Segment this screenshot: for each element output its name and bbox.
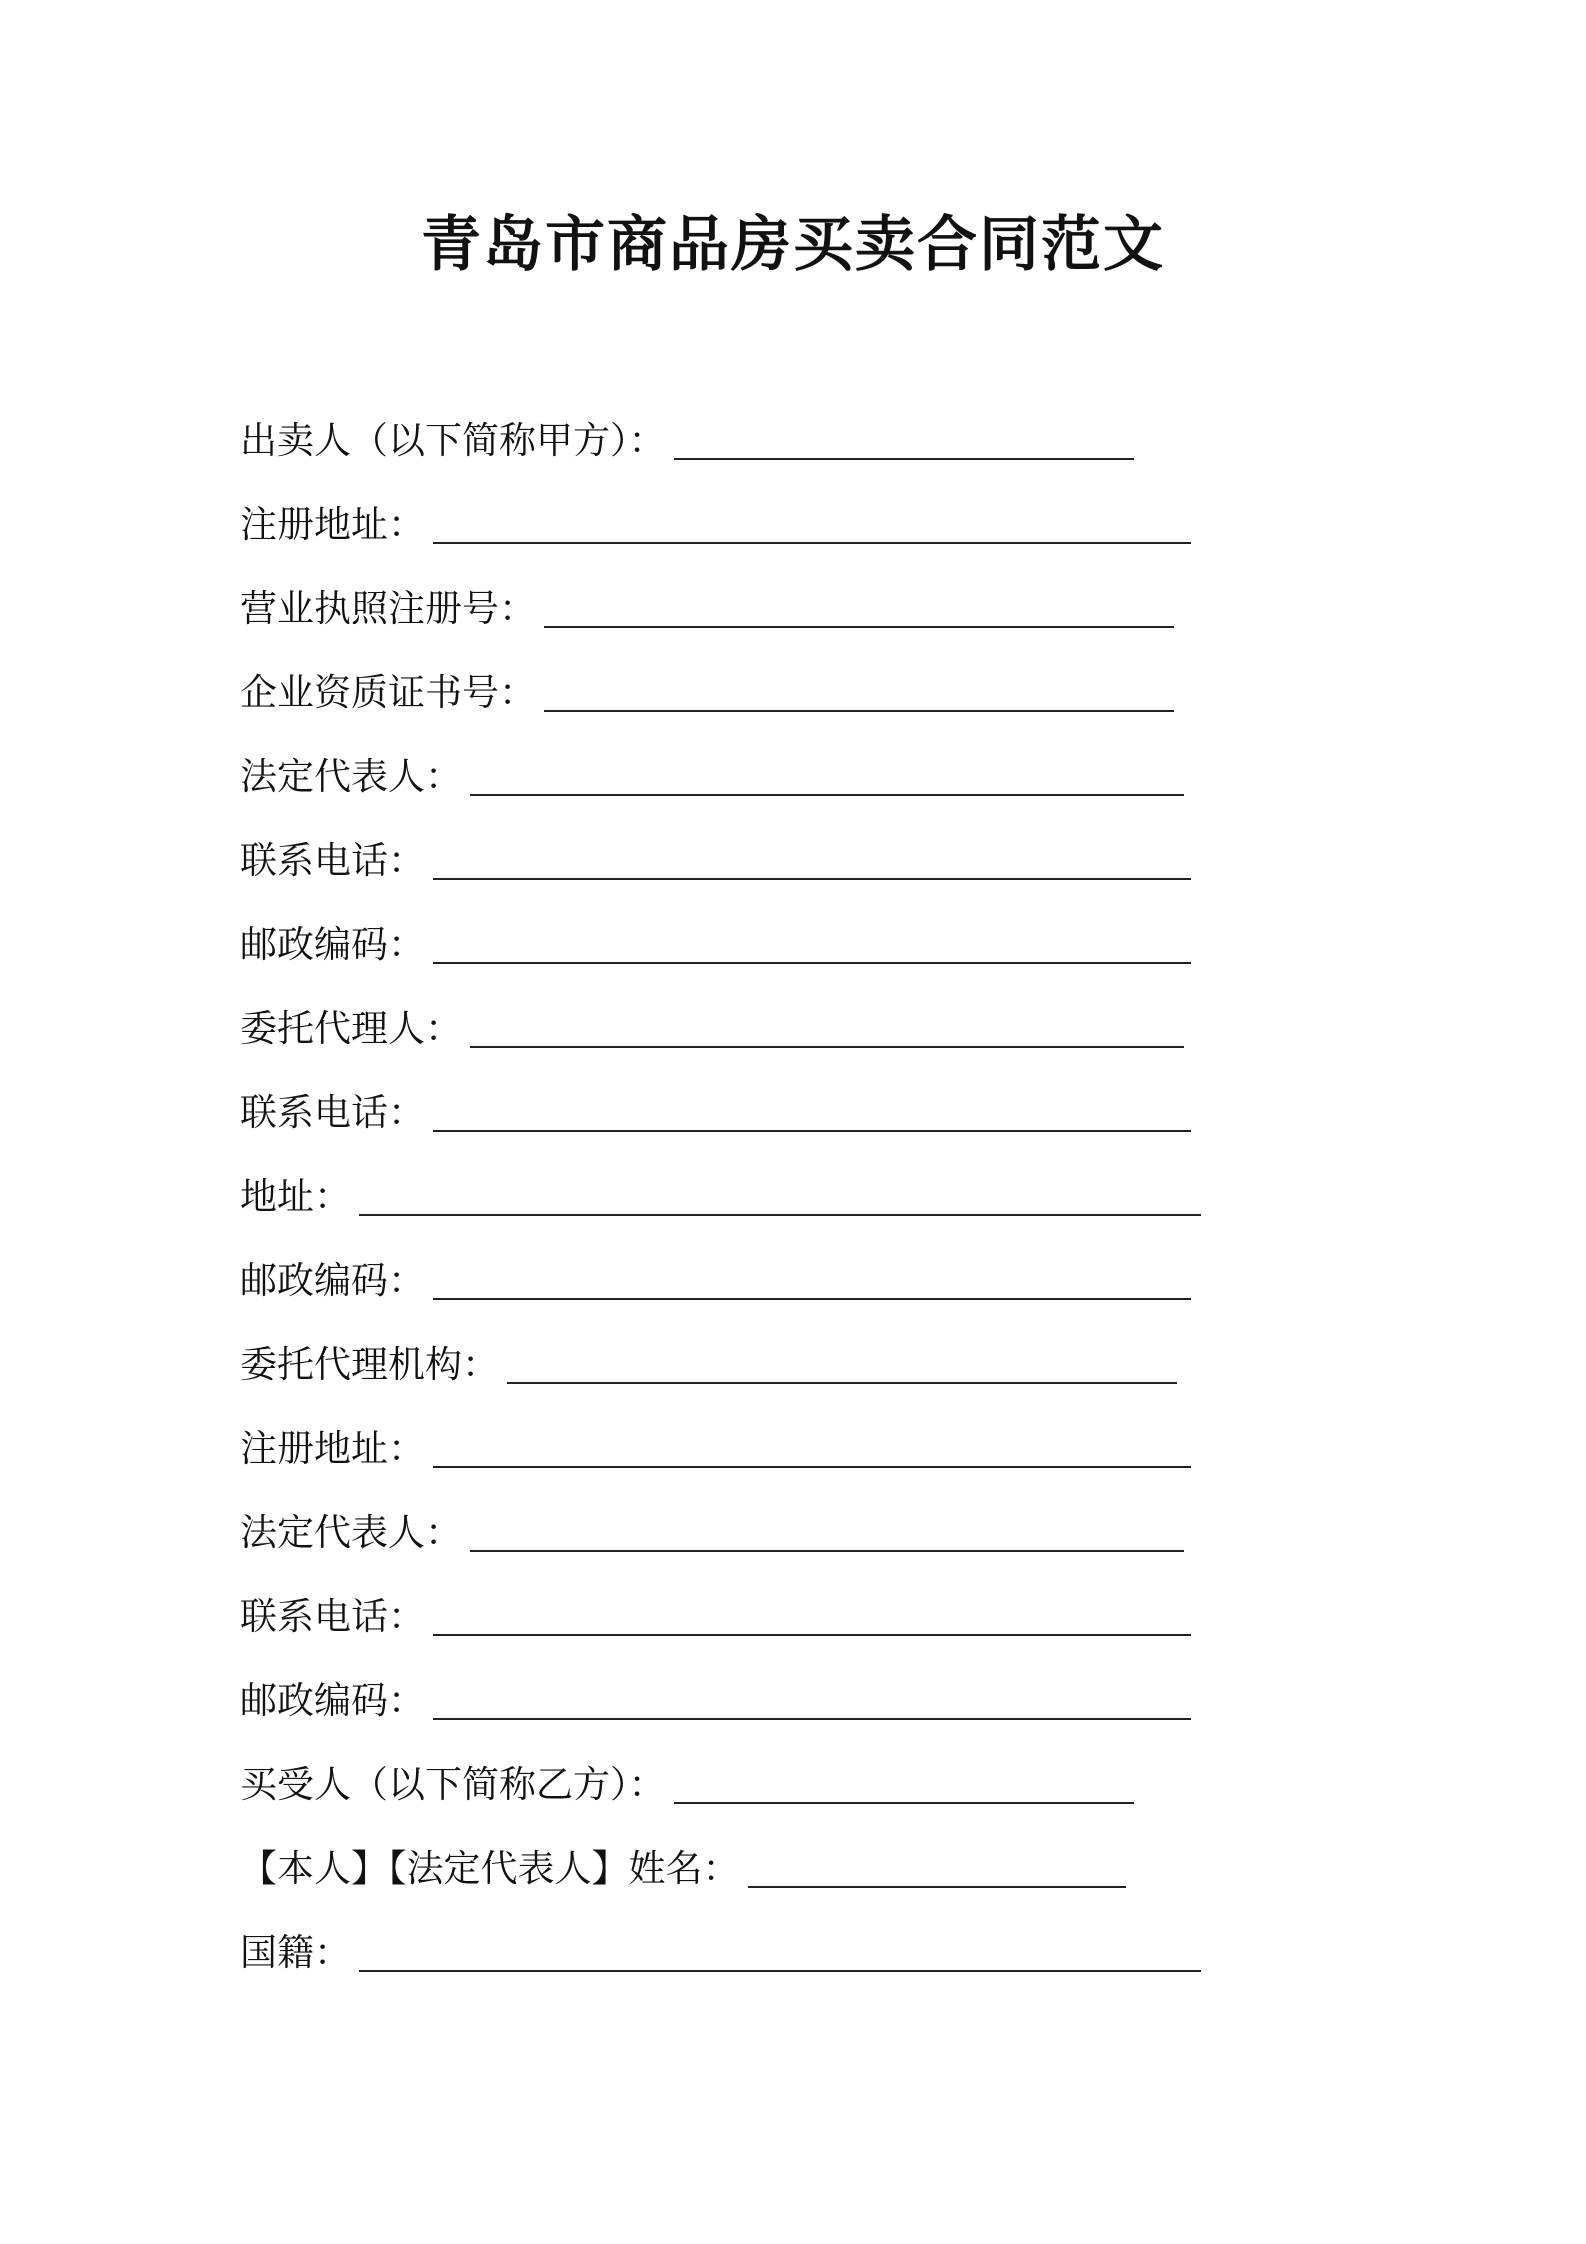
field-label: 企业资质证书号： [240,671,536,714]
field-label: 国籍： [240,1931,351,1974]
field-label: 营业执照注册号： [240,587,536,630]
field-qualification-certificate-number [240,660,1340,744]
fill-in-blank[interactable] [359,1920,1201,1972]
fill-in-blank[interactable] [433,1668,1191,1720]
field-label: 联系电话： [240,1595,425,1638]
field-buyer-nationality [240,1920,1340,2004]
fill-in-blank[interactable] [544,660,1174,712]
field-label: 法定代表人： [240,755,462,798]
field-label: 邮政编码： [240,1259,425,1302]
fill-in-blank[interactable] [433,1080,1191,1132]
fill-in-blank[interactable] [433,1248,1191,1300]
field-label: 邮政编码： [240,1679,425,1722]
field-agent-address [240,1164,1340,1248]
field-label: 买受人（以下简称乙方）： [240,1763,666,1806]
field-label: 【本人】【法定代表人】姓名： [240,1847,740,1890]
field-buyer-name [240,1836,1340,1920]
fill-in-blank[interactable] [433,492,1191,544]
fill-in-blank[interactable] [674,1752,1134,1804]
fill-in-blank[interactable] [433,828,1191,880]
form-field-list [240,408,1340,2004]
field-agency-phone [240,1584,1340,1668]
field-seller-phone [240,828,1340,912]
field-agent-postal-code [240,1248,1340,1332]
field-label: 联系电话： [240,839,425,882]
field-agency [240,1332,1340,1416]
field-label: 出卖人（以下简称甲方）： [240,419,666,462]
field-business-license-number [240,576,1340,660]
field-agent-phone [240,1080,1340,1164]
fill-in-blank[interactable] [470,744,1184,796]
fill-in-blank[interactable] [507,1332,1177,1384]
field-label: 委托代理机构： [240,1343,499,1386]
fill-in-blank[interactable] [433,1416,1191,1468]
field-agency-legal-representative [240,1500,1340,1584]
field-seller-postal-code [240,912,1340,996]
fill-in-blank[interactable] [674,408,1134,460]
field-buyer [240,1752,1340,1836]
fill-in-blank[interactable] [470,996,1184,1048]
field-agency-postal-code [240,1668,1340,1752]
field-label: 注册地址： [240,1427,425,1470]
fill-in-blank[interactable] [359,1164,1201,1216]
field-label: 法定代表人： [240,1511,462,1554]
field-label: 联系电话： [240,1091,425,1134]
fill-in-blank[interactable] [544,576,1174,628]
fill-in-blank[interactable] [470,1500,1184,1552]
field-label: 邮政编码： [240,923,425,966]
field-label: 注册地址： [240,503,425,546]
document-title: 青岛市商品房买卖合同范文 [421,210,1165,280]
field-seller-registered-address [240,492,1340,576]
field-seller-legal-representative [240,744,1340,828]
field-seller [240,408,1340,492]
fill-in-blank[interactable] [433,1584,1191,1636]
field-label: 委托代理人： [240,1007,462,1050]
field-label: 地址： [240,1175,351,1218]
field-authorized-agent [240,996,1340,1080]
fill-in-blank[interactable] [433,912,1191,964]
field-agency-registered-address [240,1416,1340,1500]
fill-in-blank[interactable] [748,1836,1126,1888]
